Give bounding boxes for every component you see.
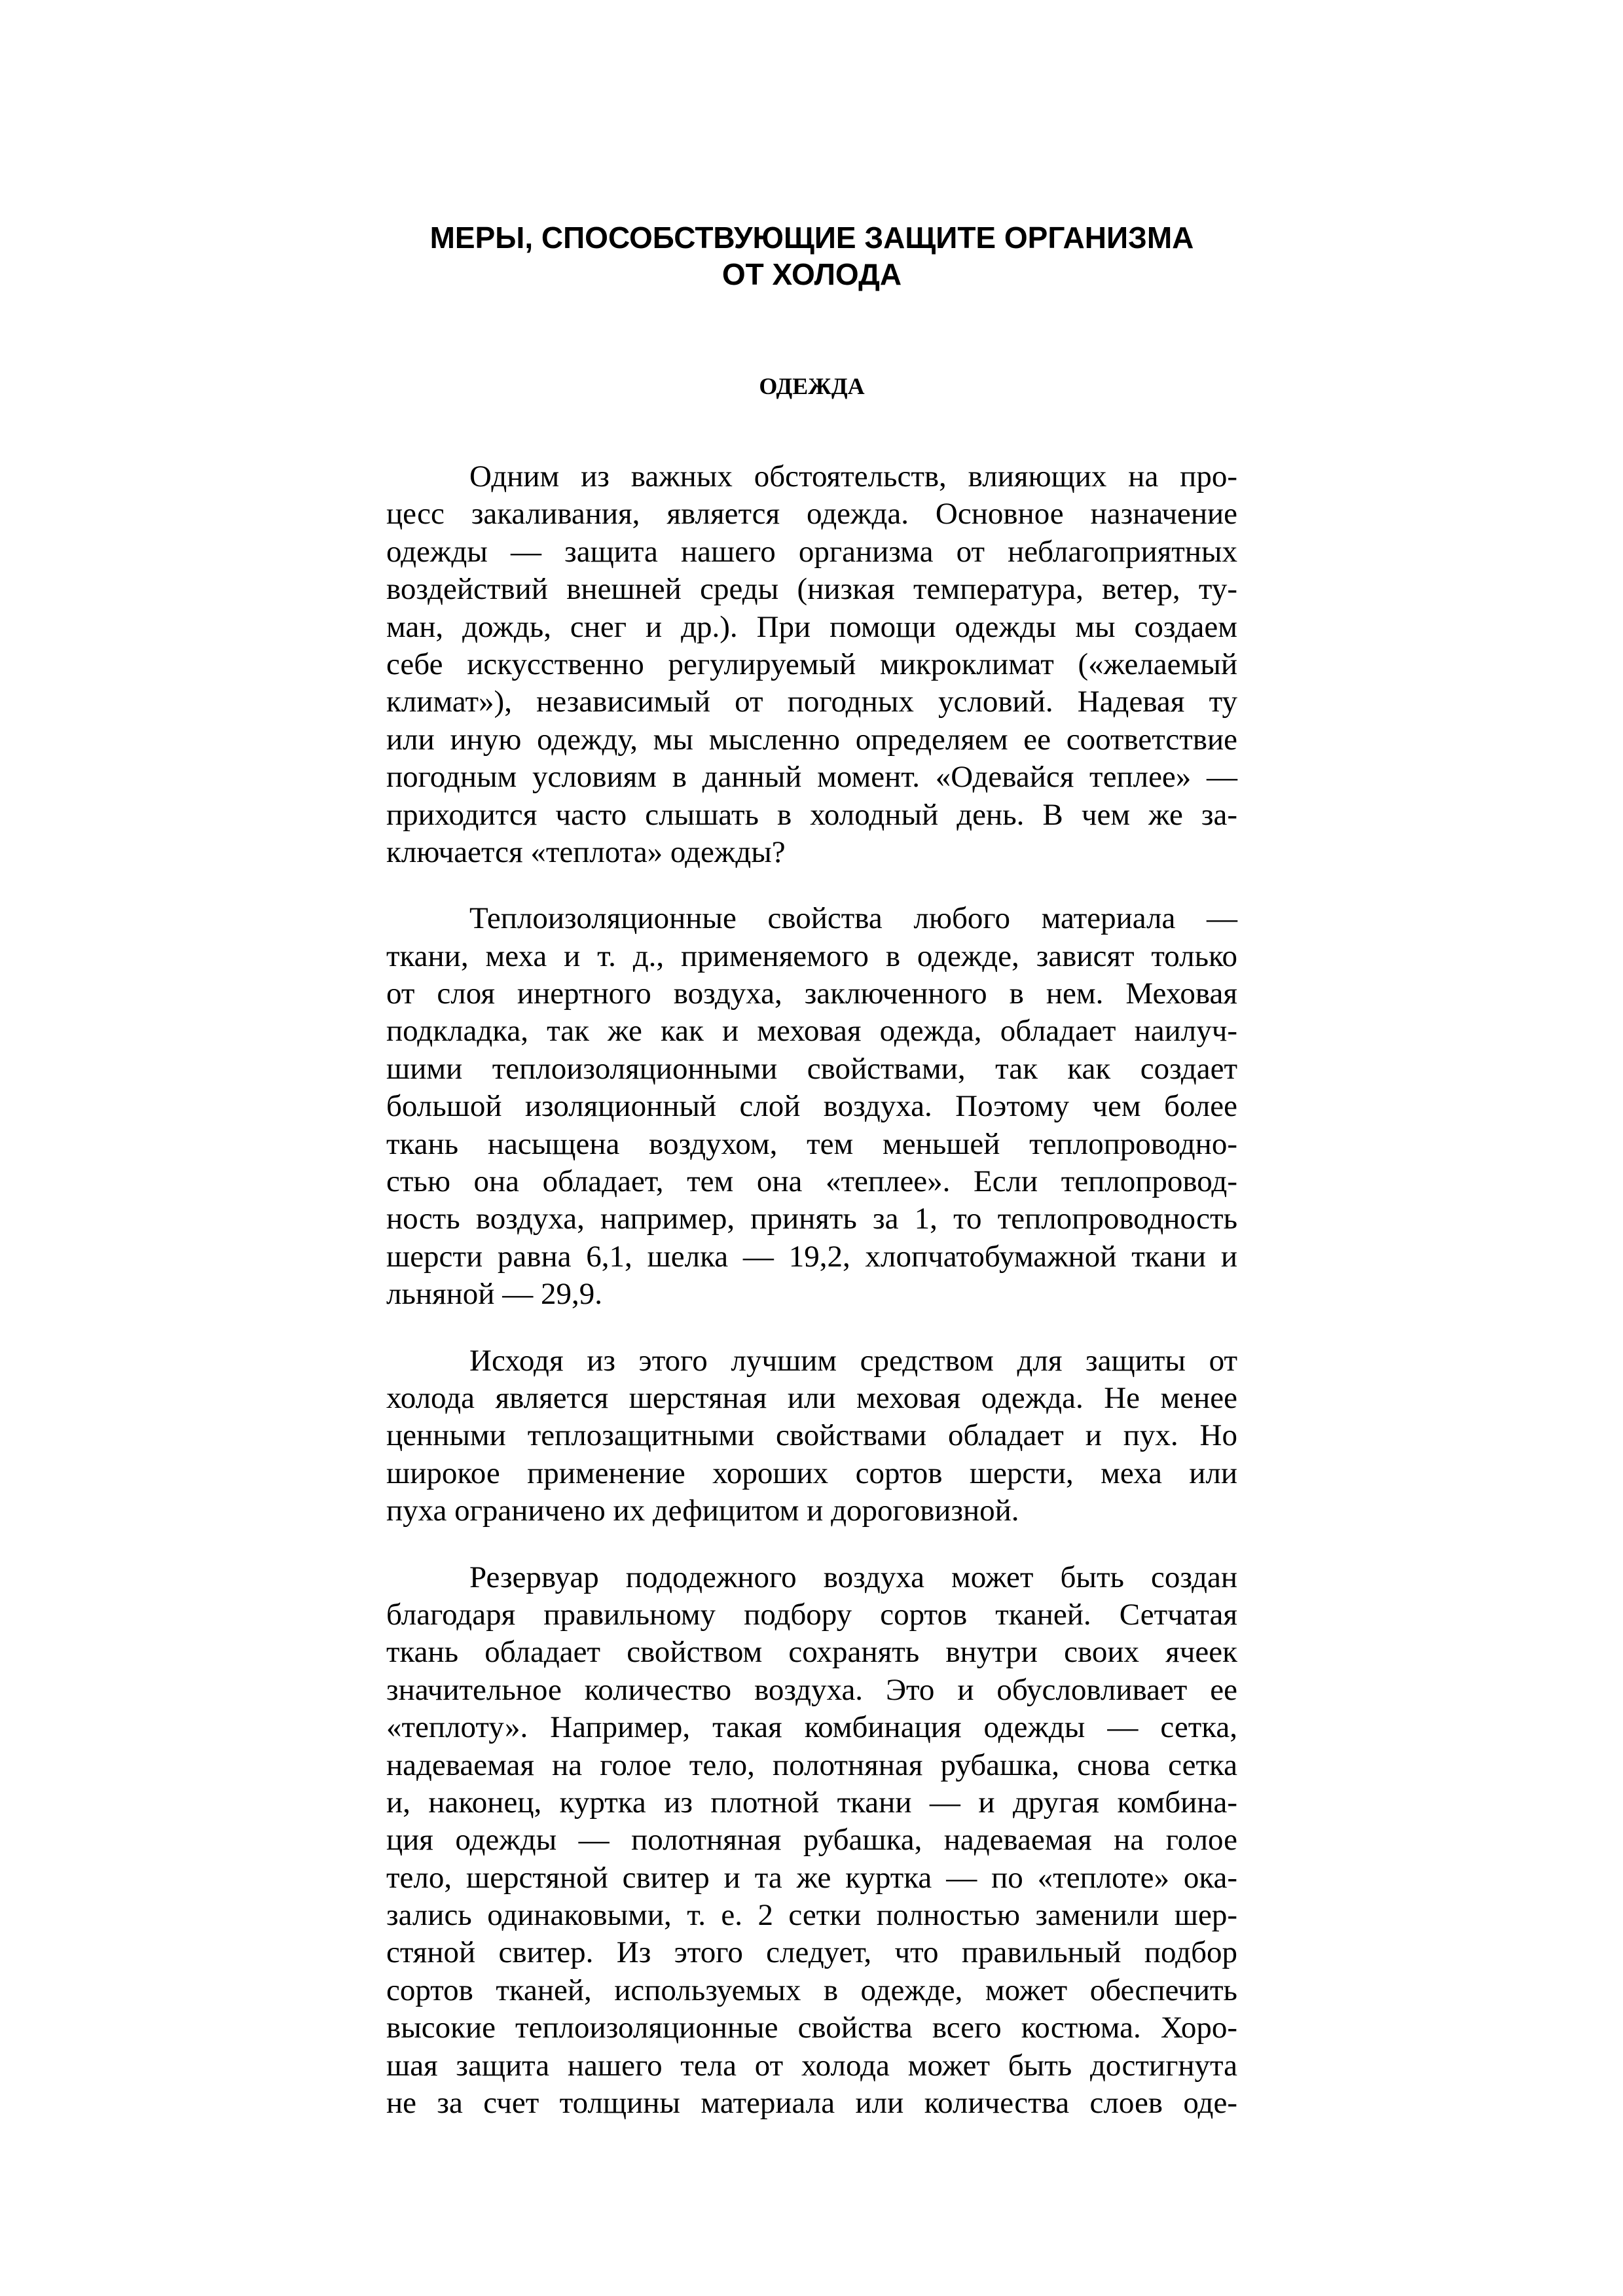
text-line: Теплоизоляционные свойства любого материала —	[469, 901, 1237, 936]
text-line: шими теплоизоляционными свойствами, так как создает	[386, 1051, 1237, 1086]
text-line: надеваемая на голое тело, полотняная рубашка, снова сетка	[386, 1748, 1237, 1782]
paragraph	[386, 1342, 1237, 1530]
text-line: ключается «теплота» одежды?	[386, 834, 786, 869]
text-line: Резервуар пододежного воздуха может быть создан	[469, 1560, 1237, 1594]
text-line: не за счет толщины материала или количества слоев оде-	[386, 2086, 1237, 2121]
text-line: стью она обладает, тем она «теплее». Если теплопровод-	[386, 1164, 1237, 1199]
text-line: Одним из важных обстоятельств, влияющих на про-	[469, 459, 1237, 493]
text-line: стяной свитер. Из этого следует, что правильный подбор	[386, 1935, 1237, 1970]
text-line: или иную одежду, мы мысленно определяем ее соответствие	[386, 722, 1237, 757]
text-line: ценными теплозащитными свойствами обладает и пух. Но	[386, 1418, 1237, 1453]
text-line: тело, шерстяной свитер и та же куртка — по «теплоте» ока-	[386, 1860, 1237, 1895]
page-title-line-1: МЕРЫ, СПОСОБСТВУЮЩИЕ ЗАЩИТЕ ОРГАНИЗМА	[429, 221, 1194, 255]
text-line: себе искусственно регулируемый микроклимат («желаемый	[386, 647, 1237, 681]
text-line: ткань обладает свойством сохранять внутри своих ячеек	[386, 1635, 1237, 1670]
text-line: сортов тканей, используемых в одежде, может обеспечить	[386, 1973, 1237, 2007]
text-line: зались одинаковыми, т. е. 2 сетки полностью заменили шер-	[386, 1898, 1237, 1933]
text-line: шая защита нашего тела от холода может быть достигнута	[386, 2048, 1237, 2083]
paragraph	[386, 900, 1237, 1313]
text-line: льняной — 29,9.	[386, 1277, 602, 1312]
text-line: воздействий внешней среды (низкая температура, ветер, ту-	[386, 572, 1237, 607]
text-line: ность воздуха, например, принять за 1, то теплопроводность	[386, 1202, 1237, 1236]
section-subheading: ОДЕЖДА	[759, 373, 865, 399]
text-line: Исходя из этого лучшим средством для защиты от	[469, 1343, 1237, 1378]
text-line: погодным условиям в данный момент. «Одевайся теплее» —	[386, 760, 1237, 795]
text-line: подкладка, так же как и меховая одежда, обладает наилуч-	[386, 1014, 1237, 1049]
text-line: благодаря правильному подбору сортов тканей. Сетчатая	[386, 1597, 1237, 1632]
page-title-line-2: ОТ ХОЛОДА	[721, 257, 902, 291]
body-text	[386, 458, 1237, 2151]
page-title	[386, 219, 1237, 293]
text-line: от слоя инертного воздуха, заключенного в нем. Меховая	[386, 977, 1237, 1011]
text-line: холода является шерстяная или меховая одежда. Не менее	[386, 1380, 1237, 1415]
text-line: шерсти равна 6,1, шелка — 19,2, хлопчатобумажной ткани и	[386, 1239, 1237, 1274]
paragraph	[386, 1559, 1237, 2123]
text-line: пуха ограничено их дефицитом и дороговизной.	[386, 1494, 1019, 1528]
text-line: ция одежды — полотняная рубашка, надеваемая на голое	[386, 1823, 1237, 1857]
text-line: ман, дождь, снег и др.). При помощи одежды мы создаем	[386, 609, 1237, 644]
text-line: высокие теплоизоляционные свойства всего костюма. Хоро-	[386, 2011, 1237, 2045]
text-line: ткань насыщена воздухом, тем меньшей теплопроводно-	[386, 1126, 1237, 1161]
text-line: «теплоту». Например, такая комбинация одежды — сетка,	[386, 1710, 1237, 1745]
text-line: и, наконец, куртка из плотной ткани — и другая комбина-	[386, 1785, 1237, 1820]
text-line: климат»), независимый от погодных условий. Надевая ту	[386, 685, 1237, 719]
text-line: большой изоляционный слой воздуха. Поэтому чем более	[386, 1089, 1237, 1124]
text-line: широкое применение хороших сортов шерсти, меха или	[386, 1456, 1237, 1490]
text-line: ткани, меха и т. д., применяемого в одежде, зависят только	[386, 939, 1237, 973]
text-line: приходится часто слышать в холодный день. В чем же за-	[386, 797, 1237, 832]
text-line: одежды — защита нашего организма от неблагоприятных	[386, 534, 1237, 569]
paragraph	[386, 458, 1237, 871]
text-line: цесс закаливания, является одежда. Основное назначение	[386, 497, 1237, 531]
text-line: значительное количество воздуха. Это и обусловливает ее	[386, 1672, 1237, 1707]
